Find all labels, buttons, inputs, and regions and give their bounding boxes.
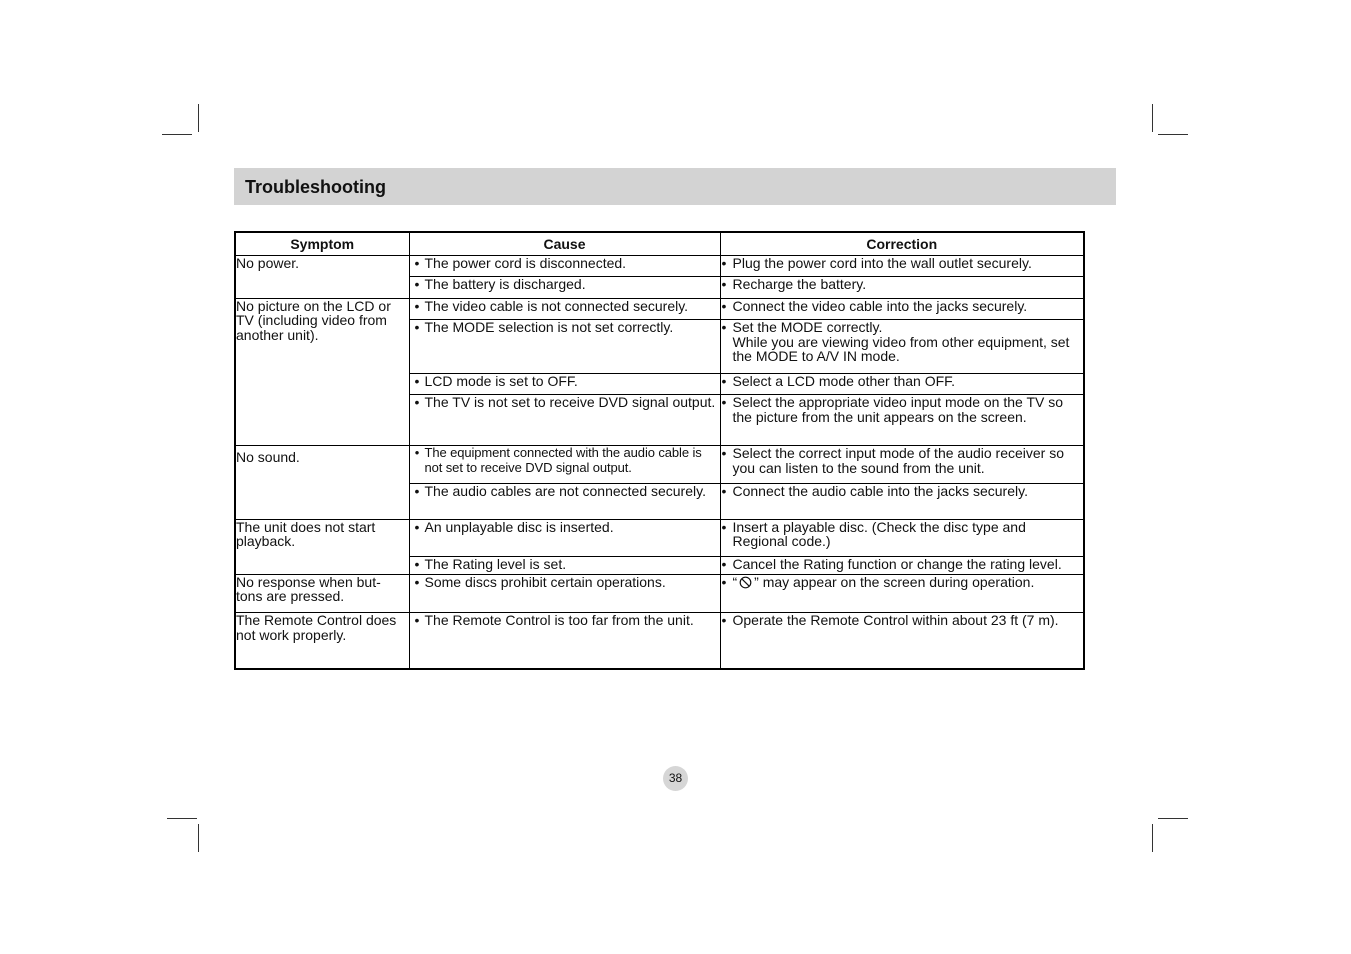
table-row bbox=[235, 613, 1084, 669]
cause-cell bbox=[409, 374, 720, 395]
bullet: • bbox=[721, 255, 727, 271]
correction-cell bbox=[720, 298, 1084, 319]
bullet: • bbox=[721, 373, 727, 390]
symptom-cell: The unit does not start playback. bbox=[235, 519, 409, 574]
cause-cell bbox=[409, 446, 720, 484]
bullet: • bbox=[721, 483, 727, 500]
cause-cell bbox=[409, 574, 720, 613]
cause-text: The audio cables are not connected securely. bbox=[424, 483, 706, 500]
symptom-cell: The Remote Control does not work properly. bbox=[235, 613, 409, 669]
symptom-text: No sound. bbox=[236, 449, 300, 466]
page-title: Troubleshooting bbox=[245, 177, 386, 197]
cause-text: The TV is not set to receive DVD signal output. bbox=[424, 394, 716, 411]
bullet: • bbox=[414, 556, 420, 573]
no-entry-icon bbox=[739, 576, 752, 592]
cause-cell bbox=[409, 320, 720, 374]
cause-text: LCD mode is set to OFF. bbox=[424, 373, 578, 390]
correction-text: Plug the power cord into the wall outlet securely. bbox=[732, 255, 1032, 271]
cause-text: The power cord is disconnected. bbox=[424, 255, 627, 271]
cause-cell bbox=[409, 256, 720, 277]
page-number: 38 bbox=[663, 766, 688, 791]
bullet: • bbox=[721, 319, 727, 336]
cause-cell bbox=[409, 395, 720, 446]
correction-cell bbox=[720, 446, 1084, 484]
section-header bbox=[234, 168, 1116, 205]
crop-mark bbox=[1152, 104, 1153, 132]
troubleshooting-table bbox=[234, 231, 1085, 670]
bullet: • bbox=[414, 297, 420, 314]
correction-text: Cancel the Rating function or change the rating level. bbox=[732, 556, 1062, 573]
column-header-correction: Correction bbox=[720, 232, 1084, 256]
bullet: • bbox=[414, 276, 420, 293]
cause-text: The equipment connected with the audio cable is not set to receive DVD signal output. bbox=[424, 445, 702, 475]
bullet: • bbox=[721, 276, 727, 293]
symptom-cell: No response when but- tons are pressed. bbox=[235, 574, 409, 613]
bullet: • bbox=[414, 394, 420, 411]
correction-cell bbox=[720, 557, 1084, 574]
correction-text: While you are viewing video from other equipment, set the MODE to A/V IN mode. bbox=[732, 333, 1070, 365]
bullet: • bbox=[721, 518, 727, 535]
correction-text: Operate the Remote Control within about 23 ft (7 m). bbox=[732, 612, 1059, 629]
correction-text: Select the appropriate video input mode on the TV so the picture from the unit appears on the screen. bbox=[732, 394, 1064, 425]
correction-text: Connect the audio cable into the jacks securely. bbox=[732, 483, 1028, 500]
cause-text: Some discs prohibit certain operations. bbox=[424, 573, 666, 590]
correction-cell bbox=[720, 256, 1084, 277]
cause-cell bbox=[409, 557, 720, 574]
crop-mark bbox=[162, 134, 192, 135]
table-row bbox=[235, 519, 1084, 557]
crop-mark bbox=[198, 824, 199, 852]
cause-cell bbox=[409, 277, 720, 298]
bullet: • bbox=[414, 373, 420, 390]
crop-mark bbox=[198, 104, 199, 132]
table-row bbox=[235, 574, 1084, 613]
correction-text: ” may appear on the screen during operation. bbox=[754, 573, 1035, 590]
cause-cell bbox=[409, 613, 720, 669]
bullet: • bbox=[414, 483, 420, 500]
crop-mark bbox=[167, 818, 197, 819]
column-header-symptom: Symptom bbox=[235, 232, 409, 256]
crop-mark bbox=[1158, 818, 1188, 819]
cause-text: The battery is discharged. bbox=[424, 276, 586, 293]
table-row bbox=[235, 446, 1084, 484]
cause-text: An unplayable disc is inserted. bbox=[424, 518, 614, 535]
bullet: • bbox=[721, 573, 727, 590]
correction-text: Select a LCD mode other than OFF. bbox=[732, 373, 956, 390]
bullet: • bbox=[414, 319, 420, 336]
correction-text: Select the correct input mode of the audio receiver so you can listen to the sound from the unit. bbox=[732, 445, 1065, 476]
cause-cell bbox=[409, 519, 720, 557]
correction-cell bbox=[720, 519, 1084, 557]
correction-cell bbox=[720, 395, 1084, 446]
crop-mark bbox=[1158, 134, 1188, 135]
bullet: • bbox=[721, 445, 727, 462]
correction-cell bbox=[720, 374, 1084, 395]
cause-text: The MODE selection is not set correctly. bbox=[424, 319, 674, 336]
bullet: • bbox=[721, 297, 727, 314]
symptom-cell: No picture on the LCD or TV (including video from another unit). bbox=[235, 298, 409, 446]
correction-text: Connect the video cable into the jacks securely. bbox=[732, 297, 1028, 314]
correction-cell bbox=[720, 320, 1084, 374]
bullet: • bbox=[414, 573, 420, 590]
symptom-cell: No power. bbox=[235, 256, 409, 299]
bullet: • bbox=[721, 394, 727, 411]
cause-text: The video cable is not connected securely. bbox=[424, 297, 689, 314]
column-header-cause: Cause bbox=[409, 232, 720, 256]
correction-text: Recharge the battery. bbox=[732, 276, 867, 293]
correction-cell bbox=[720, 613, 1084, 669]
bullet: • bbox=[721, 612, 727, 629]
bullet: • bbox=[721, 556, 727, 573]
cause-text: The Rating level is set. bbox=[424, 556, 567, 573]
bullet: • bbox=[414, 255, 420, 271]
crop-mark bbox=[1152, 824, 1153, 852]
cause-cell bbox=[409, 484, 720, 520]
table-header-row bbox=[235, 232, 1084, 256]
bullet: • bbox=[414, 518, 420, 535]
cause-cell bbox=[409, 298, 720, 319]
table-row bbox=[235, 256, 1084, 277]
bullet: • bbox=[414, 445, 420, 461]
correction-cell bbox=[720, 574, 1084, 613]
table-row bbox=[235, 298, 1084, 319]
correction-text: Insert a playable disc. (Check the disc type and Regional code.) bbox=[732, 518, 1026, 550]
correction-text: Set the MODE correctly. bbox=[732, 319, 883, 336]
correction-cell bbox=[720, 484, 1084, 520]
correction-cell bbox=[720, 277, 1084, 298]
correction-text: “ bbox=[732, 573, 738, 590]
cause-text: The Remote Control is too far from the unit. bbox=[424, 612, 694, 629]
bullet: • bbox=[414, 612, 420, 629]
symptom-cell bbox=[235, 446, 409, 519]
